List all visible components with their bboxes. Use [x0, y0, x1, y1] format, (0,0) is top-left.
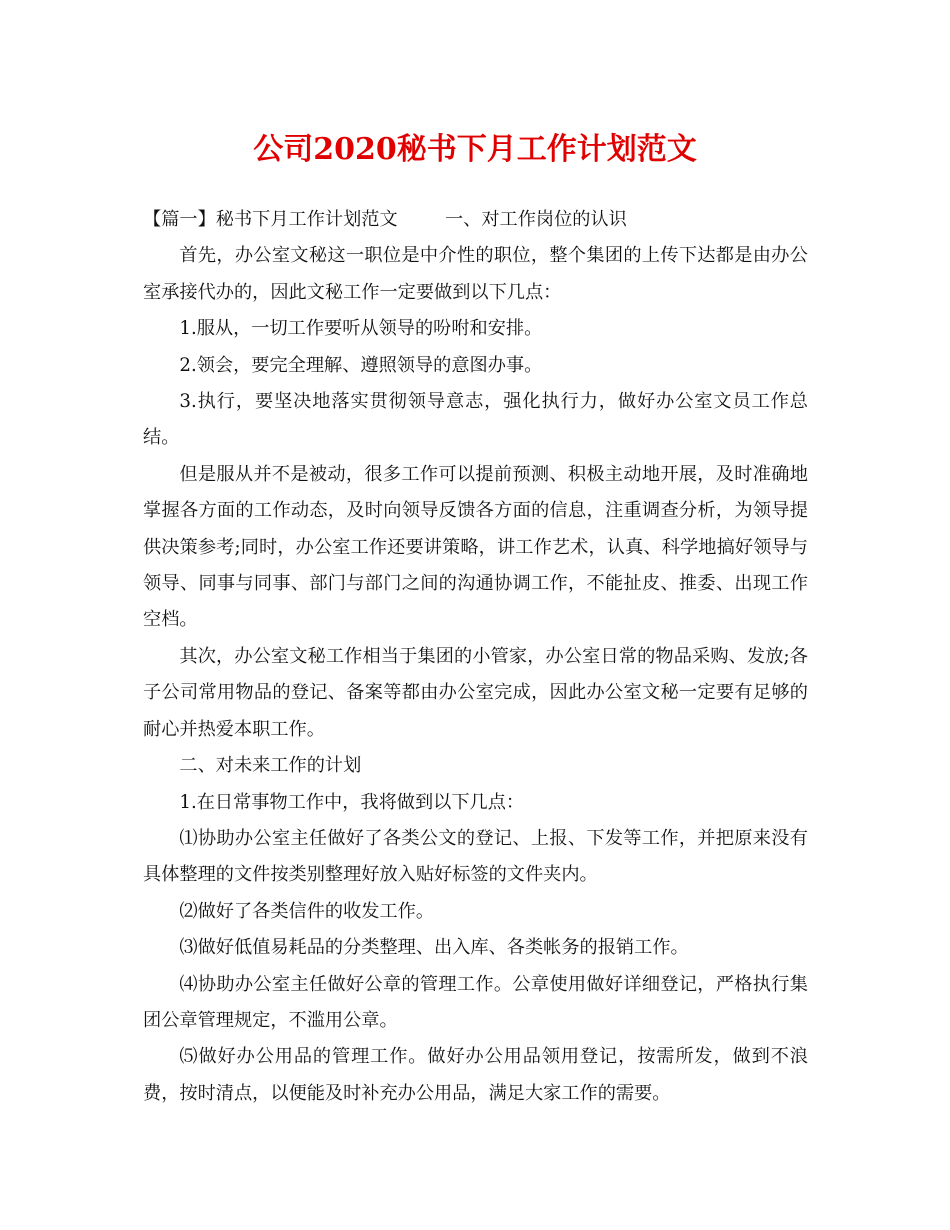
paragraph-3: 其次，办公室文秘工作相当于集团的小管家，办公室日常的物品采购、发放;各子公司常用物品的登记、备案等都由办公室完成，因此办公室文秘一定要有足够的耐心并热爱本职工作。 [143, 645, 808, 740]
list-item-1: 1.服从，一切工作要听从领导的吩咐和安排。 [179, 318, 543, 340]
sub-item-4: ⑷协助办公室主任做好公章的管理工作。公章使用做好详细登记，严格执行集团公章管理规定，不滥用公章。 [143, 973, 808, 1031]
document-body [143, 202, 808, 1112]
sub-item-5: ⑸做好办公用品的管理工作。做好办公用品领用登记，按需所发，做到不浪费，按时清点，以便能及时补充办公用品，满足大家工作的需要。 [143, 1046, 808, 1104]
section-heading-1: 一、对工作岗位的认识 [444, 209, 627, 230]
document-title: 公司2020秘书下月工作计划范文 [253, 132, 697, 167]
section-heading-2: 二、对未来工作的计划 [179, 755, 362, 777]
paragraph-1: 首先，办公室文秘这一职位是中介性的职位，整个集团的上传下达都是由办公室承接代办的，因此文秘工作一定要做到以下几点： [143, 245, 808, 303]
sub-item-1: ⑴协助办公室主任做好了各类公文的登记、上报、下发等工作，并把原来没有具体整理的文件按类别整理好放入贴好标签的文件夹内。 [143, 827, 808, 886]
list-item-2: 2.领会，要完全理解、遵照领导的意图办事。 [179, 354, 543, 376]
article-heading: 【篇一】秘书下月工作计划范文 [143, 209, 398, 230]
plan-item-1: 1.在日常事物工作中，我将做到以下几点： [179, 791, 525, 813]
list-item-3: 3.执行，要坚决地落实贯彻领导意志，强化执行力，做好办公室文员工作总结。 [143, 391, 808, 449]
sub-item-3: ⑶做好低值易耗品的分类整理、出入库、各类帐务的报销工作。 [179, 937, 689, 959]
intro-line [143, 202, 808, 238]
sub-item-2: ⑵做好了各类信件的收发工作。 [179, 900, 435, 922]
paragraph-2: 但是服从并不是被动，很多工作可以提前预测、积极主动地开展，及时准确地掌握各方面的工作动态，及时向领导反馈各方面的信息，注重调查分析，为领导提供决策参考;同时，办公室工作还要讲策略，讲工作艺术，认真、科学地搞好领导与领导、同事与同事、部门与部门之间的沟通协调工作，不能扯皮、推委、出现工作空档。 [143, 463, 808, 631]
